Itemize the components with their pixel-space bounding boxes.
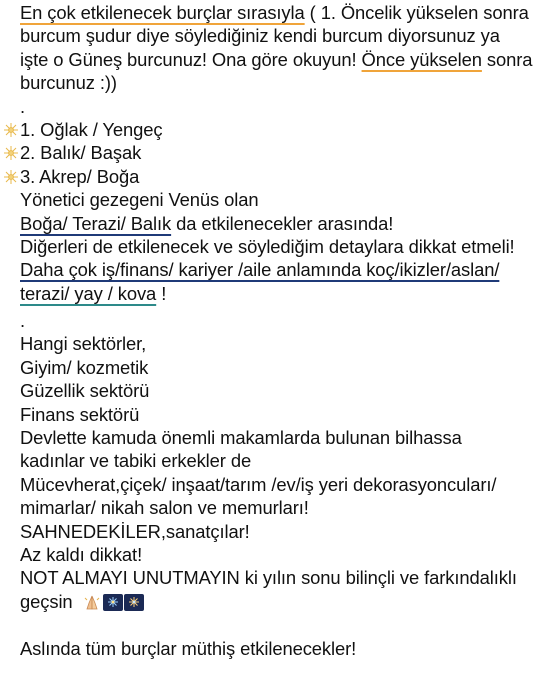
work-rest: ! bbox=[156, 282, 167, 304]
work-line-2 bbox=[20, 282, 545, 305]
sector-line: mimarlar/ nikah salon ve memurları! bbox=[20, 497, 309, 519]
intro-line-4: burcunuz :)) bbox=[20, 72, 117, 94]
intro-line-3 bbox=[20, 48, 545, 71]
fireworks-icon bbox=[124, 594, 144, 611]
work-line-1 bbox=[20, 258, 545, 281]
ranking-item-1 bbox=[20, 118, 545, 141]
sparkle-icon bbox=[3, 169, 19, 185]
others-line: Diğerleri de etkilenecek ve söylediğim detaylara dikkat etmeli! bbox=[20, 235, 515, 257]
sector-line: Güzellik sektörü bbox=[20, 380, 150, 402]
separator-dot: . bbox=[20, 310, 26, 332]
sector-line: SAHNEDEKİLER,sanatçılar! bbox=[20, 520, 250, 542]
intro-line-1 bbox=[20, 1, 545, 24]
post-text bbox=[20, 0, 545, 661]
intro-text: işte o Güneş burcunuz! Ona göre okuyun! bbox=[20, 48, 362, 70]
sector-line: Hangi sektörler, bbox=[20, 333, 147, 355]
fireworks-icon bbox=[103, 594, 123, 611]
last-line bbox=[20, 590, 545, 613]
sector-line: NOT ALMAYI UNUTMAYIN ki yılın sonu bilinçli ve farkındalıklı bbox=[20, 567, 517, 589]
ranking-label: 3. Akrep/ Boğa bbox=[20, 165, 140, 187]
ranking-label: 2. Balık/ Başak bbox=[20, 142, 142, 164]
venus-line: Yönetici gezegeni Venüs olan bbox=[20, 189, 259, 211]
intro-line-2: burcum şudur diye söylediğiniz kendi burcum diyorsunuz ya bbox=[20, 25, 500, 47]
venus-rest: da etkilenecekler arasında! bbox=[171, 212, 394, 234]
intro-highlight: En çok etkilenecek burçlar sırasıyla bbox=[20, 2, 305, 23]
ranking-item-3 bbox=[20, 165, 545, 188]
work-highlight: Daha çok iş/finans/ kariyer /aile anlamında koç/ikizler/aslan/ bbox=[20, 259, 500, 281]
sector-line: Az kaldı dikkat! bbox=[20, 543, 143, 565]
sparkle-icon bbox=[3, 145, 19, 161]
emoji-group bbox=[82, 594, 144, 611]
sector-line: Mücevherat,çiçek/ inşaat/tarım /ev/iş yeri dekorasyoncuları/ bbox=[20, 473, 497, 495]
sparkle-icon bbox=[3, 122, 19, 138]
intro-text: ( 1. Öncelik yükselen sonra bbox=[304, 2, 529, 23]
ranking-label: 1. Oğlak / Yengeç bbox=[20, 118, 163, 140]
ranking-item-2 bbox=[20, 141, 545, 164]
spacer bbox=[20, 613, 545, 637]
intro-text: sonra bbox=[481, 48, 533, 70]
last-word: geçsin bbox=[20, 590, 73, 612]
praying-hands-icon bbox=[82, 594, 102, 611]
separator-dot: . bbox=[20, 95, 26, 117]
sector-line: Finans sektörü bbox=[20, 403, 140, 425]
closing-line: Aslında tüm burçlar müthiş etkilenecekler! bbox=[20, 638, 357, 660]
intro-highlight-2: Önce yükselen bbox=[361, 48, 482, 70]
sector-line: Giyim/ kozmetik bbox=[20, 356, 149, 378]
sector-line: kadınlar ve tabiki erkekler de bbox=[20, 450, 252, 472]
sector-line: Devlette kamuda önemli makamlarda bulunan bilhassa bbox=[20, 427, 462, 449]
venus-signs-line bbox=[20, 212, 545, 235]
work-highlight-2: terazi/ yay / kova bbox=[20, 282, 157, 304]
venus-signs-highlight: Boğa/ Terazi/ Balık bbox=[20, 212, 172, 234]
